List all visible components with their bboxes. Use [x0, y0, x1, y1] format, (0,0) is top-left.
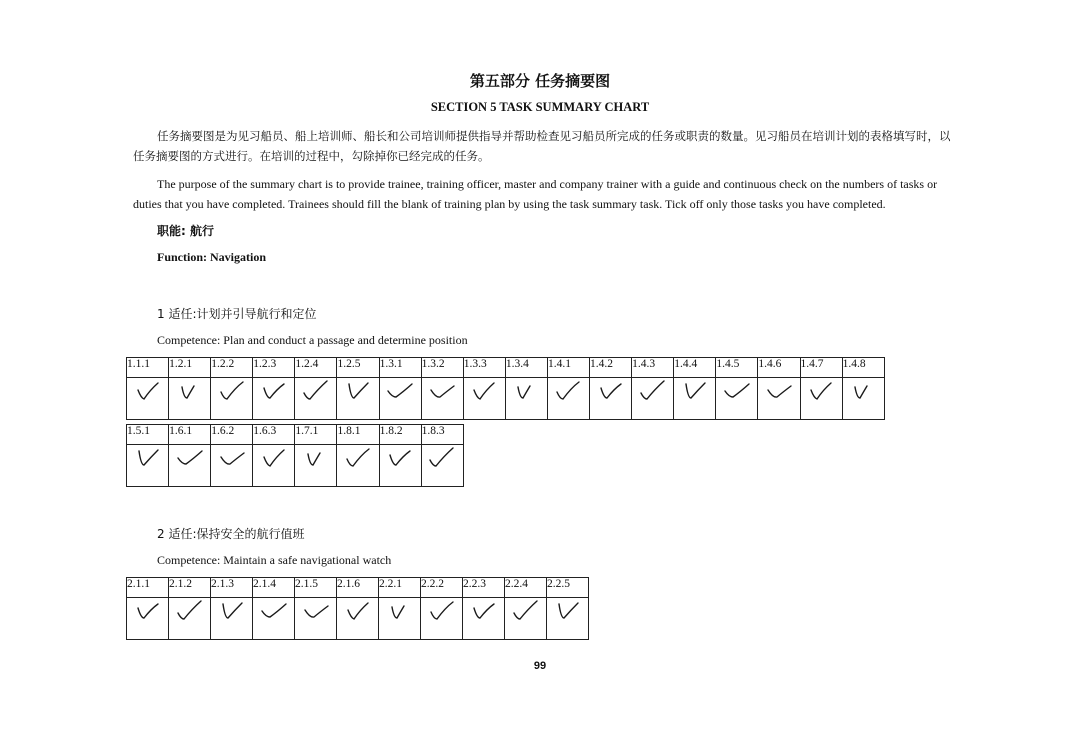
task-tick-cell[interactable]	[505, 378, 547, 420]
task-tick-cell[interactable]	[295, 378, 337, 420]
task-tick-cell[interactable]	[169, 378, 211, 420]
task-code-cell: 1.6.3	[253, 425, 295, 445]
task-tick-cell[interactable]	[421, 598, 463, 640]
task-tick-cell[interactable]	[169, 445, 211, 487]
task-tick-cell[interactable]	[337, 378, 379, 420]
competence-2-title-en: Competence: Maintain a safe navigational watch	[157, 553, 392, 567]
task-code-cell: 1.4.4	[674, 358, 716, 378]
task-code-cell: 1.3.2	[421, 358, 463, 378]
checkmark-icon	[132, 378, 164, 404]
competence-1-title-cn: 1 适任:计划并引导航行和定位	[157, 307, 317, 321]
task-code-cell: 1.3.4	[505, 358, 547, 378]
task-code-cell: 2.2.2	[421, 578, 463, 598]
task-tick-cell[interactable]	[211, 445, 253, 487]
checkmark-icon	[216, 445, 248, 471]
task-tick-cell[interactable]	[253, 445, 295, 487]
checkmark-icon	[342, 378, 374, 404]
task-code-cell: 1.4.1	[547, 358, 589, 378]
task-tick-cell[interactable]	[674, 378, 716, 420]
task-grid-competence-2-row-1	[126, 577, 589, 640]
task-code-cell: 1.4.8	[842, 358, 884, 378]
task-code-cell: 1.8.3	[421, 425, 463, 445]
checkmark-icon	[384, 445, 416, 471]
checkmark-icon	[342, 598, 374, 624]
checkmark-icon	[510, 598, 542, 624]
checkmark-icon	[258, 445, 290, 471]
task-tick-cell[interactable]	[127, 445, 169, 487]
task-tick-cell[interactable]	[379, 598, 421, 640]
task-tick-cell[interactable]	[211, 378, 253, 420]
task-tick-cell[interactable]	[379, 378, 421, 420]
checkmark-icon	[595, 378, 627, 404]
task-code-cell: 1.6.1	[169, 425, 211, 445]
task-tick-cell[interactable]	[127, 598, 169, 640]
checkmark-icon	[426, 378, 458, 404]
task-code-cell: 1.8.2	[379, 425, 421, 445]
checkmark-icon	[300, 598, 332, 624]
checkmark-icon	[300, 378, 332, 404]
task-code-cell: 1.3.3	[463, 358, 505, 378]
task-tick-cell[interactable]	[253, 598, 295, 640]
task-code-cell: 1.2.1	[169, 358, 211, 378]
task-code-cell: 2.1.3	[211, 578, 253, 598]
competence-1-title-en: Competence: Plan and conduct a passage and determine position	[157, 333, 468, 347]
task-code-cell: 1.2.3	[253, 358, 295, 378]
task-tick-cell[interactable]	[716, 378, 758, 420]
checkmark-icon	[426, 445, 458, 471]
task-code-cell: 1.6.2	[211, 425, 253, 445]
checkmark-icon	[174, 378, 206, 404]
checkmark-icon	[510, 378, 542, 404]
checkmark-icon	[468, 598, 500, 624]
task-tick-cell[interactable]	[590, 378, 632, 420]
task-tick-cell[interactable]	[337, 445, 379, 487]
checkmark-icon	[216, 378, 248, 404]
checkmark-icon	[679, 378, 711, 404]
task-tick-cell[interactable]	[295, 445, 337, 487]
checkmark-icon	[426, 598, 458, 624]
task-code-cell: 1.7.1	[295, 425, 337, 445]
task-code-cell: 2.2.3	[463, 578, 505, 598]
task-tick-cell[interactable]	[295, 598, 337, 640]
checkmark-icon	[552, 378, 584, 404]
function-heading-en: Function: Navigation	[157, 250, 267, 264]
function-heading-cn: 职能: 航行	[157, 224, 214, 238]
checkmark-icon	[552, 598, 584, 624]
checkmark-icon	[258, 378, 290, 404]
checkmark-icon	[384, 378, 416, 404]
task-code-cell: 2.1.4	[253, 578, 295, 598]
task-tick-cell[interactable]	[758, 378, 800, 420]
task-code-cell: 1.2.5	[337, 358, 379, 378]
checkmark-icon	[847, 378, 879, 404]
task-code-cell: 2.1.5	[295, 578, 337, 598]
task-tick-cell[interactable]	[505, 598, 547, 640]
task-tick-cell[interactable]	[547, 598, 589, 640]
task-tick-cell[interactable]	[379, 445, 421, 487]
task-code-cell: 1.2.2	[211, 358, 253, 378]
intro-paragraph-cn: 任务摘要图是为见习船员、船上培训师、船长和公司培训师提供指导并帮助检查见习船员所完成的任务或职责的数量。见习船员在培训计划的表格填写时，以任务摘要图的方式进行。在培训的过程中，勾除掉你已经完成的任务。	[133, 129, 951, 163]
task-code-cell: 2.1.2	[169, 578, 211, 598]
task-grid-competence-1-row-2	[126, 424, 464, 487]
task-code-cell: 2.2.5	[547, 578, 589, 598]
task-code-cell: 1.4.6	[758, 358, 800, 378]
checkmark-icon	[384, 598, 416, 624]
checkmark-icon	[258, 598, 290, 624]
checkmark-icon	[763, 378, 795, 404]
task-code-cell: 1.4.5	[716, 358, 758, 378]
task-tick-cell[interactable]	[127, 378, 169, 420]
task-code-cell: 1.5.1	[127, 425, 169, 445]
task-code-cell: 1.1.1	[127, 358, 169, 378]
checkmark-icon	[637, 378, 669, 404]
checkmark-icon	[300, 445, 332, 471]
task-code-cell: 1.8.1	[337, 425, 379, 445]
task-code-cell: 1.2.4	[295, 358, 337, 378]
checkmark-icon	[174, 445, 206, 471]
competence-2-title-cn: 2 适任:保持安全的航行值班	[157, 527, 305, 541]
intro-paragraph-en: The purpose of the summary chart is to provide trainee, training officer, master and company trainer with a guide and continuous check on the numbers of tasks or duties that you have completed. Trainees should fill the blank of training plan by using the task summary task. Tick off only those tasks you have completed.	[133, 177, 938, 211]
checkmark-icon	[216, 598, 248, 624]
checkmark-icon	[468, 378, 500, 404]
checkmark-icon	[174, 598, 206, 624]
task-tick-cell[interactable]	[421, 378, 463, 420]
task-code-cell: 2.1.6	[337, 578, 379, 598]
task-code-cell: 2.2.4	[505, 578, 547, 598]
task-tick-cell[interactable]	[632, 378, 674, 420]
task-tick-cell[interactable]	[800, 378, 842, 420]
task-code-cell: 1.3.1	[379, 358, 421, 378]
task-tick-cell[interactable]	[211, 598, 253, 640]
task-tick-cell[interactable]	[421, 445, 463, 487]
task-grid-competence-1-row-1	[126, 357, 885, 420]
checkmark-icon	[721, 378, 753, 404]
checkmark-icon	[132, 598, 164, 624]
section-title-en: SECTION 5 TASK SUMMARY CHART	[430, 100, 650, 114]
checkmark-icon	[805, 378, 837, 404]
checkmark-icon	[132, 445, 164, 471]
task-tick-cell[interactable]	[842, 378, 884, 420]
task-tick-cell[interactable]	[463, 598, 505, 640]
section-title-cn: 第五部分 任务摘要图	[469, 72, 611, 90]
checkmark-icon	[342, 445, 374, 471]
task-tick-cell[interactable]	[463, 378, 505, 420]
task-code-cell: 1.4.7	[800, 358, 842, 378]
task-code-cell: 1.4.2	[590, 358, 632, 378]
task-code-cell: 1.4.3	[632, 358, 674, 378]
page-number: 99	[533, 660, 547, 672]
task-tick-cell[interactable]	[253, 378, 295, 420]
task-code-cell: 2.2.1	[379, 578, 421, 598]
task-code-cell: 2.1.1	[127, 578, 169, 598]
task-tick-cell[interactable]	[169, 598, 211, 640]
task-tick-cell[interactable]	[547, 378, 589, 420]
task-tick-cell[interactable]	[337, 598, 379, 640]
